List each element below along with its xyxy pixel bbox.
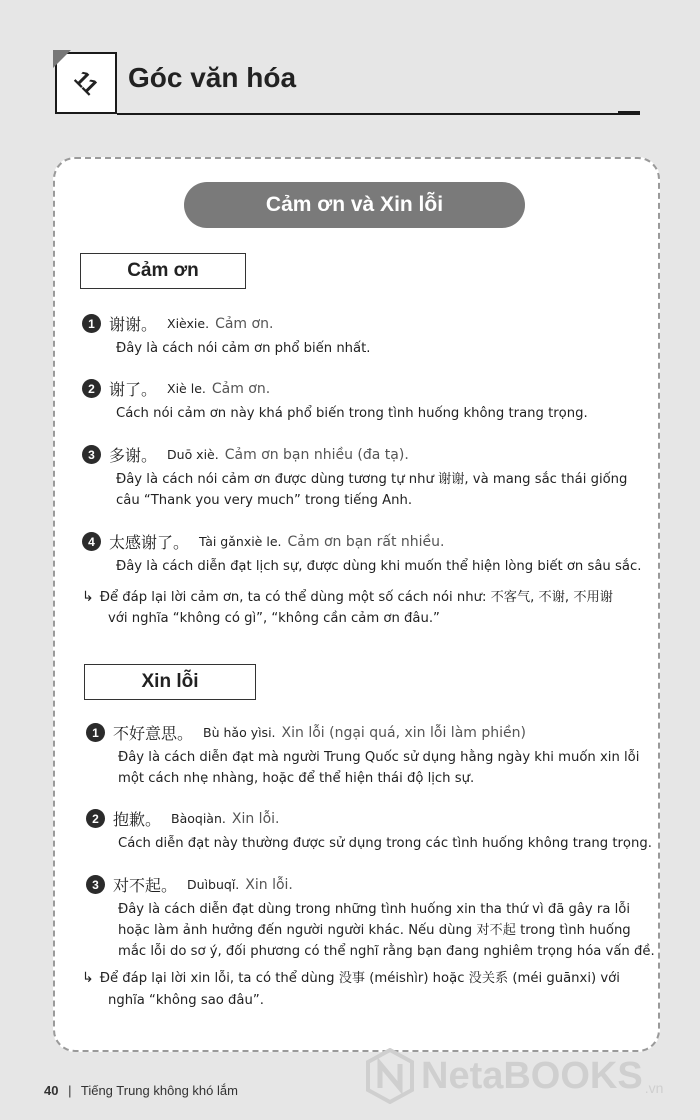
- sorry-item-1-head: [86, 721, 526, 744]
- thanks-item-4-head: [82, 530, 444, 553]
- chinese-phrase: 多谢。: [109, 446, 158, 465]
- number-badge: 3: [86, 875, 105, 894]
- chinese-phrase: 抱歉。: [113, 810, 162, 829]
- chinese-phrase: 对不起。: [113, 876, 178, 895]
- sorry-item-2-head: [86, 807, 279, 830]
- thanks-item-3-desc-line2: câu “Thank you very much” trong tiếng Anh.: [116, 493, 413, 508]
- thanks-item-2-head: [82, 377, 270, 400]
- number-badge: 1: [82, 314, 101, 333]
- thanks-item-3-head: [82, 443, 409, 466]
- sorry-item-1-desc-line2: một cách nhẹ nhàng, hoặc để thể hiện thái độ lịch sự.: [118, 771, 475, 786]
- translation: Cảm ơn bạn rất nhiều.: [287, 533, 445, 550]
- chinese-phrase: 谢了。: [109, 380, 158, 399]
- thanks-item-2-desc: Cách nói cảm ơn này khá phổ biến trong tình huống không trang trọng.: [116, 406, 588, 421]
- sorry-item-3-head: [86, 873, 293, 896]
- arrow-icon: ↳: [82, 589, 94, 605]
- watermark-brand: NetaBOOKS: [421, 1054, 643, 1097]
- chapter-rule-tick: [618, 111, 640, 115]
- translation: Xin lỗi (ngại quá, xin lỗi làm phiền): [281, 724, 526, 741]
- chinese-phrase: 谢谢。: [109, 315, 158, 334]
- number-badge: 2: [86, 809, 105, 828]
- section-heading-thanks: Cảm ơn: [80, 253, 246, 289]
- watermark-suffix: .vn: [644, 1080, 664, 1096]
- number-badge: 3: [82, 445, 101, 464]
- chapter-title: Góc văn hóa: [128, 62, 297, 93]
- pinyin: Xièxie.: [167, 316, 210, 331]
- chinese-phrase: 不好意思。: [113, 724, 194, 743]
- pinyin: Tài gǎnxiè le.: [199, 534, 282, 549]
- translation: Cảm ơn bạn nhiều (đa tạ).: [224, 446, 409, 463]
- note-text: Để đáp lại lời cảm ơn, ta có thể dùng một số cách nói như: 不客气, 不谢, 不用谢: [99, 590, 613, 605]
- translation: Cảm ơn.: [215, 315, 274, 332]
- chapter-number: 11: [69, 65, 104, 100]
- thanks-item-4-desc: Đây là cách diễn đạt lịch sự, được dùng khi muốn thể hiện lòng biết ơn sâu sắc.: [116, 559, 642, 574]
- thanks-item-3-desc-line1: Đây là cách nói cảm ơn được dùng tương tự như 谢谢, và mang sắc thái giống: [116, 472, 628, 487]
- sorry-item-2-desc: Cách diễn đạt này thường được sử dụng trong các tình huống không trang trọng.: [118, 836, 652, 851]
- arrow-icon: ↳: [82, 970, 94, 986]
- pinyin: Bàoqiàn.: [171, 811, 226, 826]
- thanks-item-1-desc: Đây là cách nói cảm ơn phổ biến nhất.: [116, 341, 371, 356]
- netabooks-logo-icon: [365, 1048, 415, 1104]
- pinyin: Duìbuqǐ.: [187, 877, 240, 892]
- translation: Xin lỗi.: [231, 810, 280, 827]
- sorry-note-line1: [82, 967, 620, 990]
- watermark: [365, 1048, 663, 1104]
- sorry-item-3-desc-line1: Đây là cách diễn đạt dùng trong những tình huống xin tha thứ vì đã gây ra lỗi: [118, 902, 631, 917]
- section-heading-sorry: Xin lỗi: [84, 664, 256, 700]
- page-footer: [44, 1083, 238, 1098]
- pinyin: Xiè le.: [167, 381, 206, 396]
- number-badge: 4: [82, 532, 101, 551]
- thanks-note-line2: với nghĩa “không có gì”, “không cần cảm ơn đâu.”: [108, 611, 440, 626]
- thanks-note-line1: [82, 586, 613, 609]
- number-badge: 1: [86, 723, 105, 742]
- sorry-item-3-desc-line2: hoặc làm ảnh hưởng đến người người khác. Nếu dùng 对不起 trong tình huống: [118, 923, 631, 938]
- book-title: Tiếng Trung không khó lắm: [80, 1083, 238, 1098]
- page-number: 40: [44, 1083, 59, 1098]
- sorry-item-1-desc-line1: Đây là cách diễn đạt mà người Trung Quốc sử dụng hằng ngày khi muốn xin lỗi: [118, 750, 640, 765]
- translation: Cảm ơn.: [211, 380, 271, 397]
- thanks-item-1-head: [82, 312, 273, 335]
- sorry-note-line2: nghĩa “không sao đâu”.: [108, 993, 264, 1008]
- chapter-rule: [117, 113, 640, 115]
- number-badge: 2: [82, 379, 101, 398]
- note-text: Để đáp lại lời xin lỗi, ta có thể dùng 没事 (méishìr) hoặc 没关系 (méi guānxi) với: [99, 971, 620, 986]
- pinyin: Bù hǎo yìsi.: [203, 725, 276, 740]
- sorry-item-3-desc-line3: mắc lỗi do sơ ý, đối phương có thể nghĩ rằng bạn đang nghiêm trọng hóa vấn đề.: [118, 944, 655, 959]
- banner-title: Cảm ơn và Xin lỗi: [184, 182, 525, 228]
- footer-separator: |: [68, 1083, 72, 1098]
- pinyin: Duō xiè.: [167, 447, 219, 462]
- translation: Xin lỗi.: [245, 876, 293, 893]
- chinese-phrase: 太感谢了。: [109, 533, 190, 552]
